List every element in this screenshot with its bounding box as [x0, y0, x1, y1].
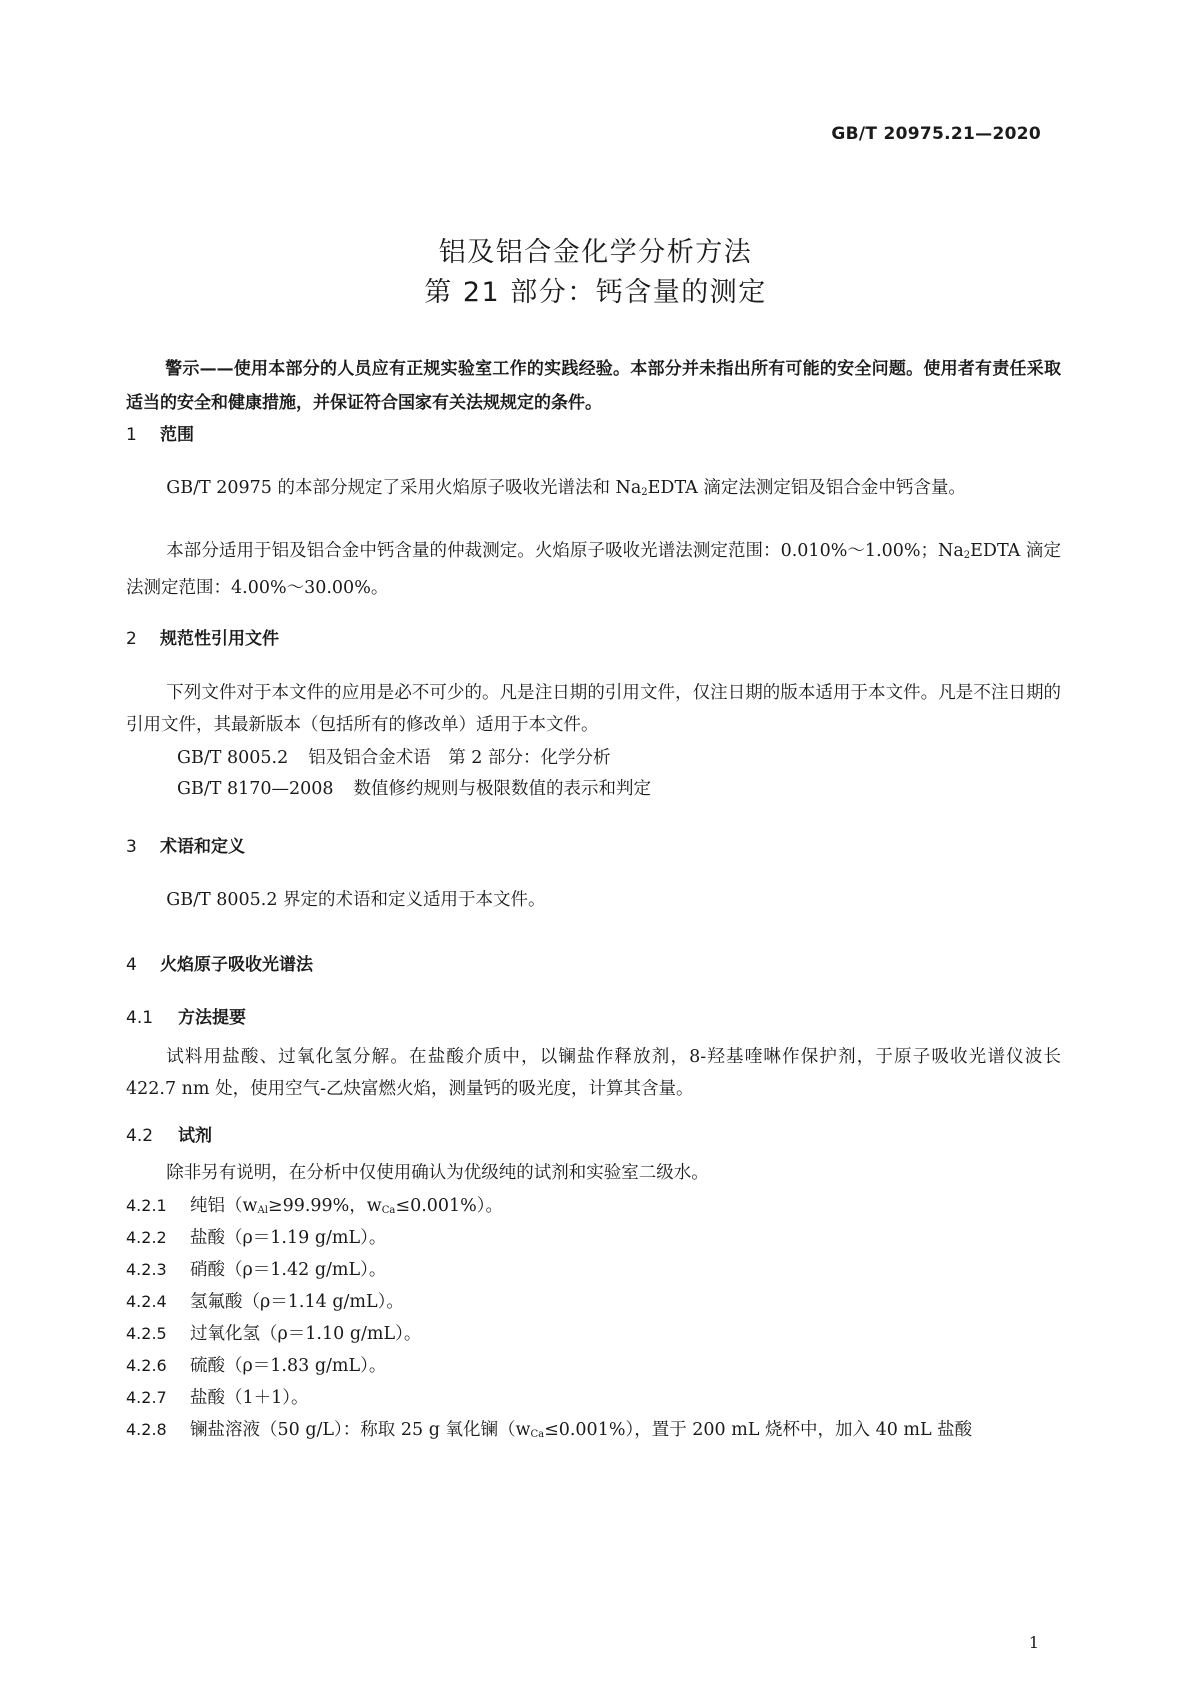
reference-title: 铝及铝合金术语 第 2 部分：化学分析: [308, 748, 611, 768]
document-subtitle: 第 21 部分：钙含量的测定: [424, 277, 767, 308]
section-1-heading: [126, 420, 194, 445]
scope-paragraph-2: 本部分适用于铝及铝合金中钙含量的仲裁测定。火焰原子吸收光谱法测定范围：0.010%～1.00%；$Na_2EDTA$ 滴定法测定范围：4.00%～30.00%。: [126, 541, 1061, 598]
item-number: 4.2.8: [126, 1420, 167, 1439]
reference-code: GB/T 8170—2008: [177, 779, 334, 799]
section-number: 1: [126, 425, 137, 445]
reagent-item: 4.2.3 硝酸（ρ＝1.42 g/mL）。: [126, 1260, 387, 1280]
item-number: 4.2.3: [126, 1260, 167, 1279]
reagent-item: 4.2.4 氢氟酸（ρ＝1.14 g/mL）。: [126, 1292, 404, 1312]
method-summary-paragraph: 试料用盐酸、过氧化氢分解。在盐酸介质中，以镧盐作释放剂，8-羟基喹啉作保护剂，于原子吸收光谱仪波长 422.7 nm 处，使用空气-乙炔富燃火焰，测量钙的吸光度，计算其含量。: [126, 1047, 1061, 1099]
item-number: 4.2.1: [126, 1196, 167, 1215]
reagent-item: 4.2.5 过氧化氢（ρ＝1.10 g/mL）。: [126, 1324, 422, 1344]
section-number: 3: [126, 837, 137, 857]
item-number: 4.2.7: [126, 1388, 167, 1407]
section-title: 术语和定义: [160, 837, 245, 857]
section-4-2-heading: [126, 1121, 212, 1146]
section-title: 试剂: [178, 1126, 212, 1146]
section-title: 范围: [160, 425, 194, 445]
reagent-item: 4.2.1 纯铝（$w_{Al}\ge 99.99\%$，$w_{Ca}\le 0.001\%$）。: [126, 1196, 504, 1216]
reference-code: GB/T 8005.2: [177, 748, 289, 768]
reagent-item: 4.2.7 盐酸（1＋1）。: [126, 1388, 309, 1408]
item-number: 4.2.5: [126, 1324, 167, 1343]
reagent-item: 4.2.6 硫酸（ρ＝1.83 g/mL）。: [126, 1356, 387, 1376]
section-3-heading: [126, 832, 245, 857]
standard-number: GB/T 20975.21—2020: [831, 124, 1041, 144]
normative-refs-paragraph: 下列文件对于本文件的应用是必不可少的。凡是注日期的引用文件，仅注日期的版本适用于本文件。凡是不注日期的引用文件，其最新版本（包括所有的修改单）适用于本文件。: [126, 683, 1061, 735]
section-title: 火焰原子吸收光谱法: [160, 955, 313, 975]
reference-item: [177, 775, 651, 800]
section-4-1-heading: [126, 1003, 246, 1028]
reference-title: 数值修约规则与极限数值的表示和判定: [353, 779, 652, 799]
document-title: 铝及铝合金化学分析方法: [438, 237, 753, 268]
page-number: 1: [1028, 1633, 1039, 1652]
section-number: 4.1: [126, 1008, 154, 1028]
reagents-intro: 除非另有说明，在分析中仅使用确认为优级纯的试剂和实验室二级水。: [166, 1163, 709, 1183]
safety-warning: 警示——使用本部分的人员应有正规实验室工作的实践经验。本部分并未指出所有可能的安全问题。使用者有责任采取适当的安全和健康措施，并保证符合国家有关法规规定的条件。: [126, 359, 1061, 413]
section-number: 4: [126, 955, 137, 975]
reference-item: [177, 744, 610, 769]
section-2-heading: [126, 624, 279, 649]
reagent-item: 4.2.8 镧盐溶液（50 g/L）：称取 25 g 氧化镧$(w_{Ca}\le 0.001\%)$，置于 200 mL 烧杯中，加入 40 mL 盐酸: [126, 1420, 973, 1440]
terms-paragraph: GB/T 8005.2 界定的术语和定义适用于本文件。: [166, 890, 546, 910]
section-title: 方法提要: [178, 1008, 246, 1028]
item-number: 4.2.6: [126, 1356, 167, 1375]
section-title: 规范性引用文件: [160, 629, 279, 649]
section-number: 4.2: [126, 1126, 154, 1146]
reagent-item: 4.2.2 盐酸（ρ＝1.19 g/mL）。: [126, 1228, 387, 1248]
section-number: 2: [126, 629, 137, 649]
item-number: 4.2.2: [126, 1228, 167, 1247]
scope-paragraph-1: GB/T 20975 的本部分规定了采用火焰原子吸收光谱法和 $Na_2EDTA$ 滴定法测定铝及铝合金中钙含量。: [166, 478, 966, 498]
item-number: 4.2.4: [126, 1292, 167, 1311]
section-4-heading: [126, 950, 313, 975]
